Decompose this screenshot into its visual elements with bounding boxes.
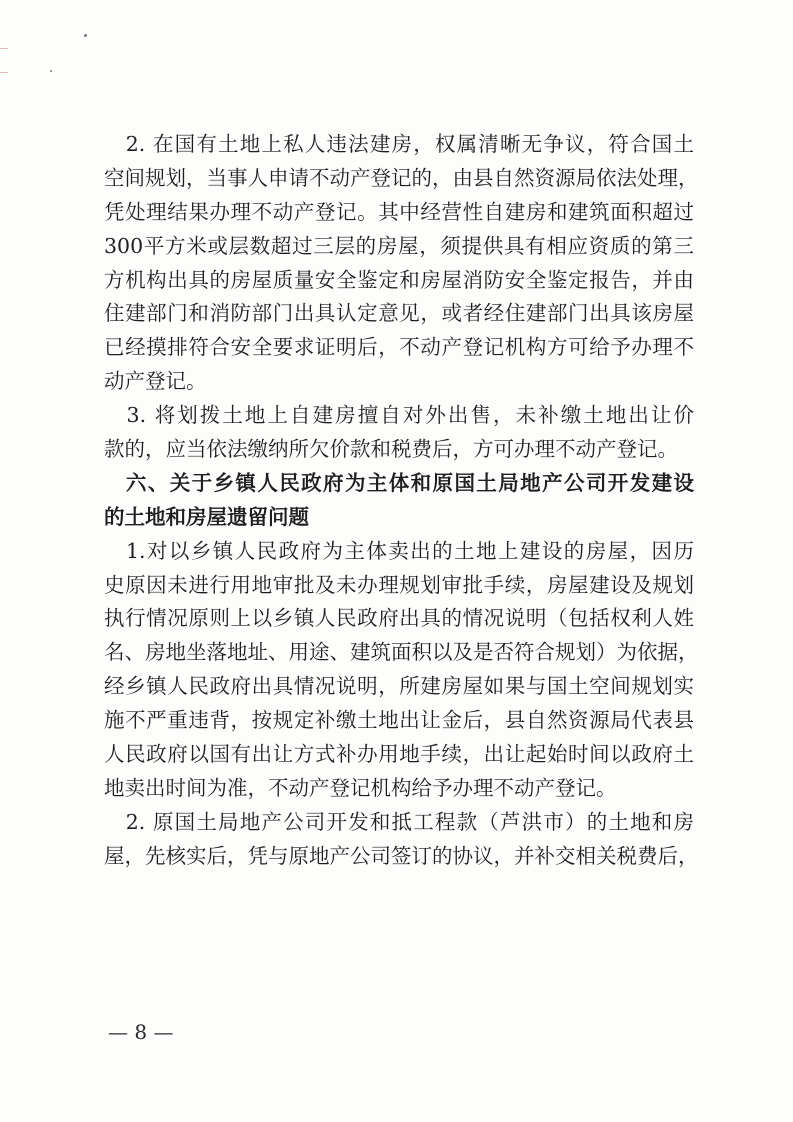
paragraph [104,535,699,806]
text-line: 2. 在国有土地上私人违法建房，权属清晰无争议，符合国土 [104,132,694,156]
scan-edge-mark [0,72,8,73]
text-line: 执行情况原则上以乡镇人民政府出具的情况说明（包括权利人姓 [104,606,694,631]
section-heading [104,467,694,535]
text-line: 动产登记。 [104,369,207,394]
text-line: 3. 将划拨土地上自建房擅自对外出售，未补缴土地出让价 [104,403,694,428]
text-line: 已经摸排符合安全要求证明后，不动产登记机构方可给予办理不 [104,335,694,360]
paragraph [104,806,699,874]
scan-speck [50,70,52,72]
scan-edge-mark [0,48,8,49]
text-line: 款的，应当依法缴纳所欠价款和税费后，方可办理不动产登记。 [104,437,678,462]
text-line: 人民政府以国有出让方式补办用地手续，出让起始时间以政府土 [104,742,694,767]
text-line: 名、房地坐落地址、用途、建筑面积以及是否符合规划）为依据， [104,640,699,665]
text-line: 地卖出时间为准，不动产登记机构给予办理不动产登记。 [104,775,617,800]
text-line: 空间规划，当事人申请不动产登记的，由县自然资源局依法处理， [104,165,699,190]
paragraph [104,128,699,399]
text-line: 1.对以乡镇人民政府为主体卖出的土地上建设的房屋，因历 [104,538,694,563]
text-line: 方机构出具的房屋质量安全鉴定和房屋消防安全鉴定报告，并由 [104,267,694,292]
text-line: 经乡镇人民政府出具情况说明，所建房屋如果与国土空间规划实 [104,674,694,699]
text-line: 住建部门和消防部门出具认定意见，或者经住建部门出具该房屋 [104,301,694,326]
paragraph [104,399,694,467]
document-body [104,128,699,874]
text-line: 的土地和房屋遗留问题 [104,504,309,529]
text-line: 施不严重违背，按规定补缴土地出让金后，县自然资源局代表县 [104,708,694,733]
page-number: — 8 — [108,1020,174,1044]
text-line: 2. 原国土局地产公司开发和抵工程款（芦洪市）的土地和房 [104,809,694,834]
text-line: 屋，先核实后，凭与原地产公司签订的协议，并补交相关税费后， [104,843,699,868]
text-line: 300平方米或层数超过三层的房屋，须提供具有相应资质的第三 [104,233,694,258]
text-line: 六、关于乡镇人民政府为主体和原国土局地产公司开发建设 [104,470,694,495]
text-line: 凭处理结果办理不动产登记。其中经营性自建房和建筑面积超过 [104,199,694,224]
scan-speck [84,34,87,37]
text-line: 史原因未进行用地审批及未办理规划审批手续，房屋建设及规划 [104,572,694,597]
